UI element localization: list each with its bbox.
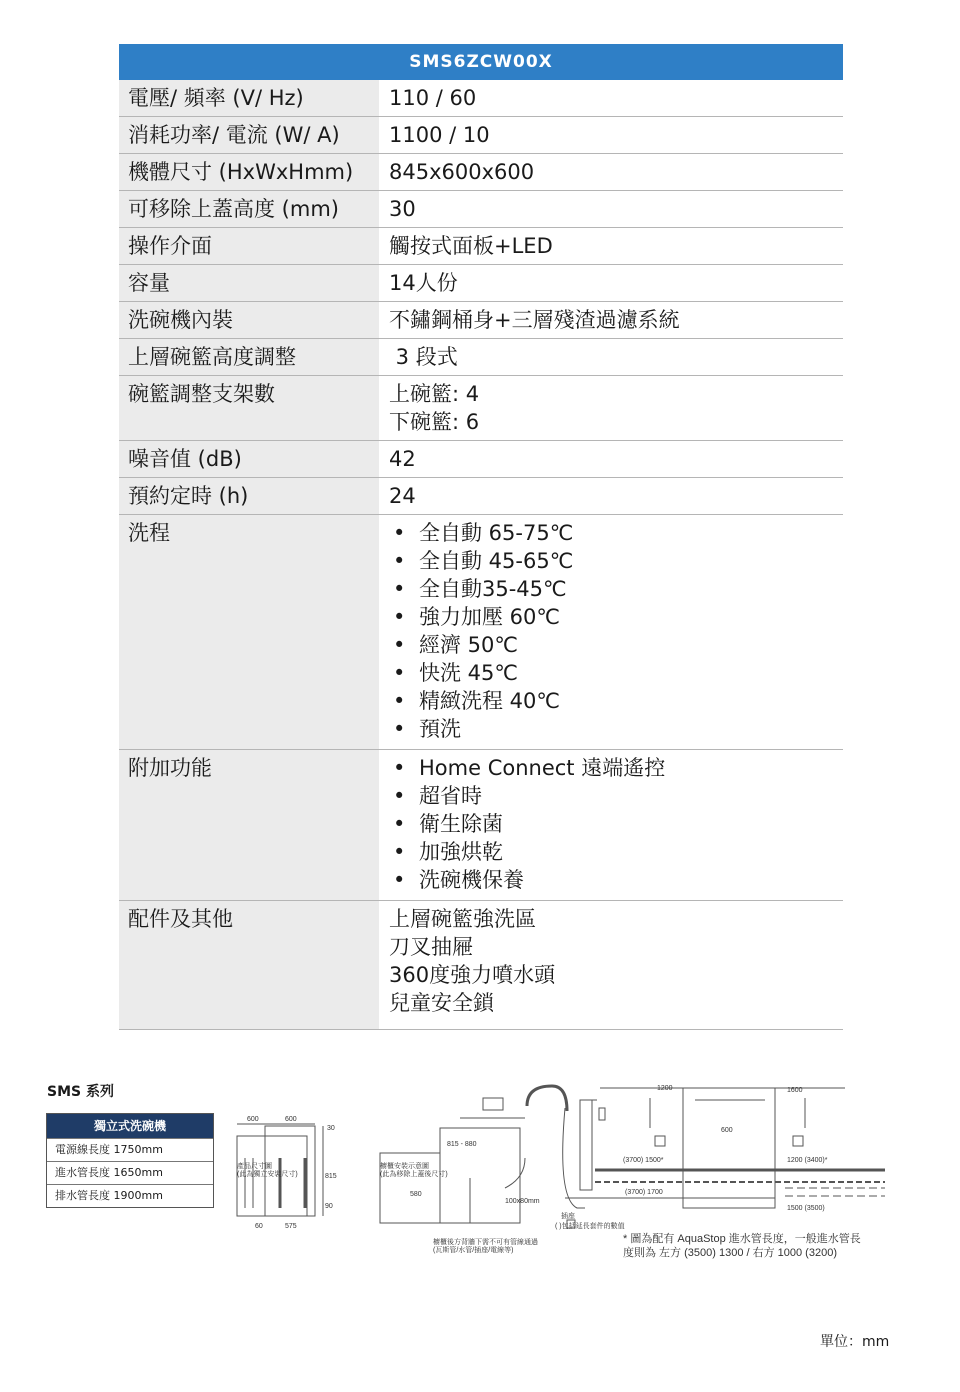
spec-row [119, 228, 843, 265]
spec-table [119, 44, 843, 1030]
spec-row [119, 191, 843, 228]
spec-label: 操作介面 [119, 228, 380, 264]
spec-value [380, 901, 843, 1029]
drain-hose-vertical [580, 1100, 592, 1190]
cabinet-sub: (此為移除上蓋後尺寸) [380, 1171, 448, 1178]
socket-label: 插座 [561, 1213, 575, 1220]
spec-value [380, 117, 843, 153]
spec-bullet: • 預洗 [389, 715, 843, 743]
spec-line: 不鏽鋼桶身+三層殘渣過濾系統 [389, 308, 680, 332]
spec-line: 14人份 [389, 271, 458, 295]
spec-label: 消耗功率/ 電流 (W/ A) [119, 117, 380, 153]
spec-value [380, 441, 843, 477]
spec-value [380, 339, 843, 375]
spec-line: 3 段式 [389, 345, 458, 369]
hose-box-title: 獨立式洗碗機 [47, 1114, 213, 1138]
dim-1200: 1200 [657, 1085, 673, 1092]
spec-row [119, 901, 843, 1030]
spec-row [119, 339, 843, 376]
model-header: SMS6ZCW00X [119, 44, 843, 80]
spec-row [119, 515, 843, 750]
dishwasher-plan-outline [683, 1088, 775, 1208]
spec-label: 機體尺寸 (HxWxHmm) [119, 154, 380, 190]
spec-line: 下碗籃: 6 [389, 410, 480, 434]
spec-row [119, 154, 843, 191]
inlet-hose-loop [527, 1086, 567, 1111]
unit-label: 單位：mm [820, 1334, 890, 1350]
spec-bullet: • 精緻洗程 40℃ [389, 687, 843, 715]
cabinet-note-2: (瓦斯管/水管/插座/電線等) [433, 1247, 514, 1254]
spec-value [380, 515, 843, 749]
spec-bullet: • 強力加壓 60℃ [389, 603, 843, 631]
spec-label: 洗碗機內裝 [119, 302, 380, 338]
spec-label: 上層碗籃高度調整 [119, 339, 380, 375]
spec-line: 上層碗籃強洗區 [389, 907, 536, 931]
spec-row [119, 265, 843, 302]
spec-line: 845x600x600 [389, 160, 535, 184]
inlet-right: 1200 (3400)* [787, 1157, 828, 1164]
spec-value [380, 750, 843, 900]
spec-line: 24 [389, 484, 416, 508]
aquastop-note-1: * 圖為配有 AquaStop 進水管長度，一般進水管長 [623, 1233, 861, 1245]
spec-label: 電壓/ 頻率 (V/ Hz) [119, 80, 380, 116]
spec-label: 噪音值 (dB) [119, 441, 380, 477]
spec-row [119, 441, 843, 478]
spec-row [119, 750, 843, 901]
dim-815-880: 815 - 880 [447, 1141, 477, 1148]
aquastop-note-2: 度則為 左方 (3500) 1300 / 右方 1000 (3200) [623, 1247, 837, 1259]
spec-value [380, 191, 843, 227]
hose-item-power: 電源線長度 1750mm [47, 1138, 213, 1161]
spec-value [380, 376, 843, 440]
spec-line: 兒童安全鎖 [389, 991, 494, 1015]
spec-label: 附加功能 [119, 750, 380, 900]
spec-bullet: • 加強烘乾 [389, 838, 843, 866]
spec-bullet: • Home Connect 遠端遙控 [389, 754, 843, 782]
spec-value [380, 154, 843, 190]
spec-bullet: • 衛生除菌 [389, 810, 843, 838]
spec-rows [119, 80, 843, 1030]
spec-line: 42 [389, 447, 416, 471]
spec-bullet: • 快洗 45℃ [389, 659, 843, 687]
spec-label: 可移除上蓋高度 (mm) [119, 191, 380, 227]
spec-line: 30 [389, 197, 416, 221]
spec-row [119, 302, 843, 339]
spec-label: 配件及其他 [119, 901, 380, 1029]
spec-bullet: • 經濟 50℃ [389, 631, 843, 659]
dim-600-a: 600 [247, 1116, 259, 1123]
cabinet-title: 櫥櫃安裝示意圖 [380, 1163, 429, 1170]
hose-length-box [46, 1113, 214, 1208]
dim-60: 60 [255, 1223, 263, 1230]
cabinet-note-1: 櫥櫃後方背牆下需不可有管線通過 [433, 1239, 538, 1246]
dim-580: 580 [410, 1191, 422, 1198]
dim-815: 815 [325, 1173, 337, 1180]
spec-value [380, 265, 843, 301]
product-size-sub: (此為獨立安裝尺寸) [237, 1171, 298, 1178]
ext-note: ( )包括延長套件的數值 [555, 1223, 625, 1230]
spec-line: 110 / 60 [389, 86, 477, 110]
product-size-title: 產品尺寸圖 [237, 1163, 272, 1170]
spec-label: 碗籃調整支架數 [119, 376, 380, 440]
dim-hole: 100x80mm [505, 1198, 540, 1205]
spec-label: 預約定時 (h) [119, 478, 380, 514]
spec-value [380, 80, 843, 116]
spec-row [119, 478, 843, 515]
spec-value [380, 302, 843, 338]
dim-30: 30 [327, 1125, 335, 1132]
installation-diagram [225, 1078, 905, 1330]
spec-value [380, 228, 843, 264]
spec-bullet: • 全自動 45-65℃ [389, 547, 843, 575]
spec-row [119, 80, 843, 117]
dim-1600: 1600 [787, 1087, 803, 1094]
hose-item-inlet: 進水管長度 1650mm [47, 1161, 213, 1184]
dim-575: 575 [285, 1223, 297, 1230]
spec-line: 刀叉抽屜 [389, 935, 473, 959]
dim-600-b: 600 [285, 1116, 297, 1123]
inlet-left: (3700) 1500* [623, 1157, 664, 1164]
spec-bullet: • 全自動35-45℃ [389, 575, 843, 603]
hose-item-drain: 排水管長度 1900mm [47, 1184, 213, 1207]
dim-600-plan: 600 [721, 1127, 733, 1134]
spec-bullet: • 超省時 [389, 782, 843, 810]
spec-row [119, 376, 843, 441]
spec-row [119, 117, 843, 154]
drain-left: (3700) 1700 [625, 1189, 663, 1196]
spec-label: 容量 [119, 265, 380, 301]
spec-label: 洗程 [119, 515, 380, 749]
drain-right: 1500 (3500) [787, 1205, 825, 1212]
spec-line: 360度強力噴水頭 [389, 963, 556, 987]
spec-line: 上碗籃: 4 [389, 382, 480, 406]
series-title: SMS 系列 [47, 1084, 114, 1100]
spec-line: 觸按式面板+LED [389, 234, 553, 258]
spec-line: 1100 / 10 [389, 123, 490, 147]
spec-value [380, 478, 843, 514]
dim-90: 90 [325, 1203, 333, 1210]
spec-bullet: • 洗碗機保養 [389, 866, 843, 894]
spec-bullet: • 全自動 65-75℃ [389, 519, 843, 547]
